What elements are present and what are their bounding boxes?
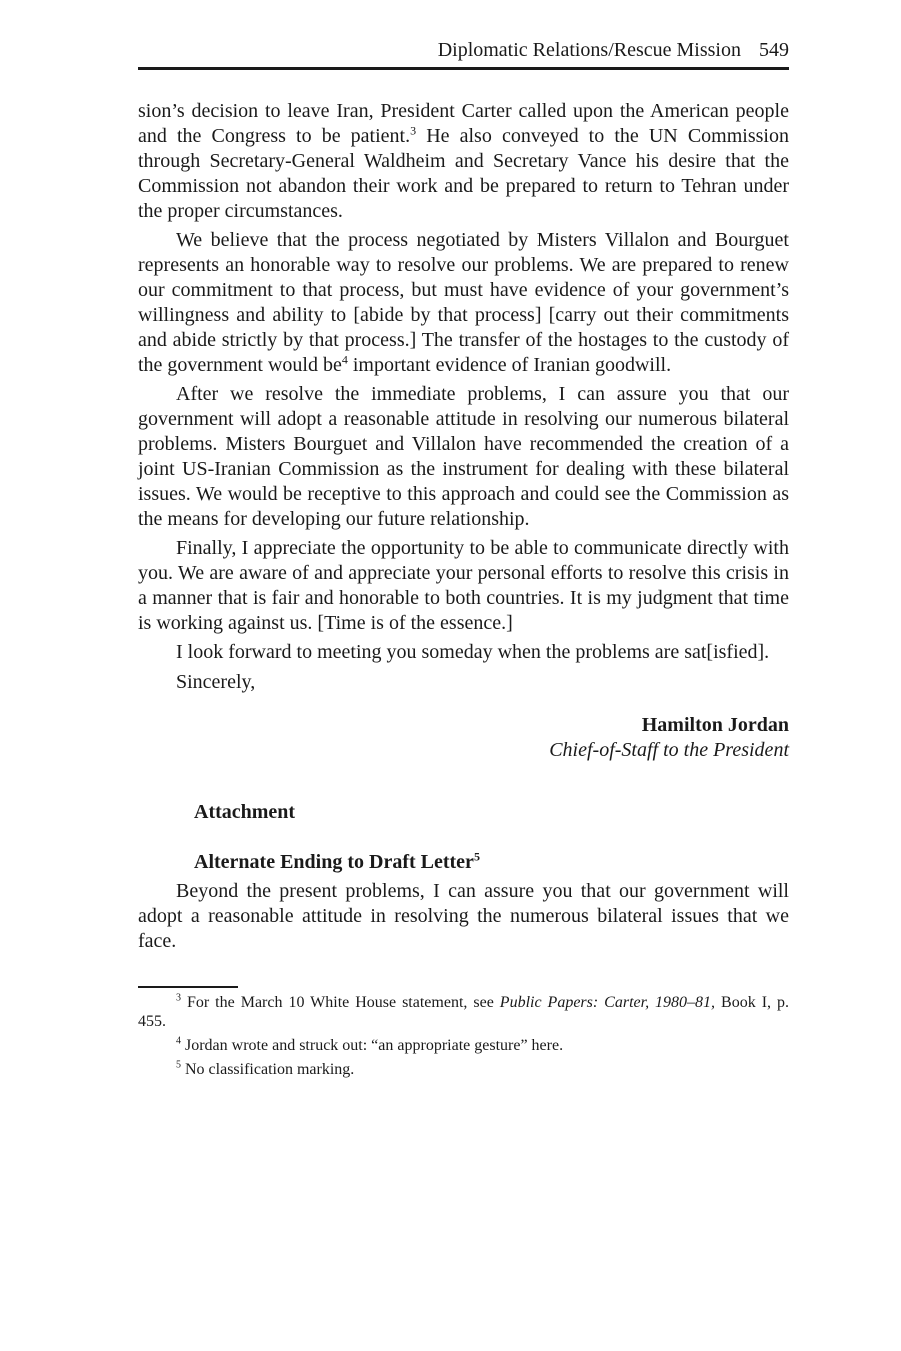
running-title: Diplomatic Relations/Rescue Mission bbox=[437, 39, 741, 61]
attachment-heading-text: Alternate Ending to Draft Letter bbox=[194, 850, 474, 873]
closing-salutation: Sincerely, bbox=[176, 670, 256, 693]
paragraph-2 bbox=[138, 228, 789, 377]
footnote-3-text-b: Book I, p. 455. bbox=[138, 993, 790, 1031]
footnote-5 bbox=[138, 1060, 789, 1080]
paragraph-4: Finally, I appreciate the opportunity to be able to communicate directly with you. We are aware of and appreciate your personal efforts to resolve this crisis in a manner that is fair and honorable to both countries. It is my judgment that time is working against us. [Time is of the essence.] bbox=[138, 537, 789, 634]
paragraph-1-text-a: sion’s decision to leave Iran, President Carter called upon the American people and the Congress to be patient. bbox=[138, 100, 789, 147]
attachment-label: Attachment bbox=[194, 800, 296, 823]
footnote-ref-4: 4 bbox=[341, 352, 348, 366]
footnote-3-citation: Public Papers: Carter, 1980–81, bbox=[499, 993, 716, 1011]
footnote-ref-5: 5 bbox=[473, 849, 480, 864]
signatory-title: Chief-of-Staff to the President bbox=[549, 738, 789, 761]
paragraph-3: After we resolve the immediate problems, I can assure you that our government will adopt a reasonable attitude in resolving our numerous bilateral problems. Misters Bourguet and Villalon have recommended the creation of a joint US-Iranian Commission as the instrument for dealing with these bilateral issues. We would be receptive to this approach and could see the Commission as the means for developing our future relationship. bbox=[138, 383, 789, 530]
signature-block bbox=[138, 713, 789, 763]
paragraph-2-text-a: We believe that the process negotiated by Misters Villalon and Bourguet represents an honorable way to resolve our problems. We are prepared to renew our commitment to that process, but must have evidence of your government’s willingness and ability to [abide by that process] [carry out their commitments and abide strictly by that process.] The transfer of the hostages to the custody of the government would be bbox=[138, 229, 789, 376]
footnote-3-number: 3 bbox=[176, 992, 181, 1004]
paragraph-1 bbox=[138, 99, 789, 224]
footnote-5-number: 5 bbox=[176, 1060, 181, 1072]
footnote-4 bbox=[138, 1036, 789, 1056]
letter-body bbox=[138, 99, 789, 1080]
page-number: 549 bbox=[759, 39, 789, 61]
footnote-4-text: Jordan wrote and struck out: “an appropriate gesture” here. bbox=[181, 1037, 564, 1055]
attachment-heading bbox=[194, 850, 789, 875]
paragraph-2-text-b: important evidence of Iranian goodwill. bbox=[347, 353, 672, 376]
footnote-3 bbox=[138, 993, 789, 1032]
paragraph-5: I look forward to meeting you someday when the problems are sat[isfied]. bbox=[176, 641, 770, 664]
running-header bbox=[138, 36, 789, 70]
footnote-ref-3: 3 bbox=[410, 123, 417, 138]
footnote-3-text-a: For the March 10 White House statement, see bbox=[181, 993, 500, 1011]
footnote-divider bbox=[138, 986, 238, 988]
signatory-name: Hamilton Jordan bbox=[641, 713, 789, 736]
alternate-ending-text: Beyond the present problems, I can assure you that our government will adopt a reasonable attitude in resolving the numerous bilateral issues that we face. bbox=[138, 880, 789, 953]
footnote-4-number: 4 bbox=[176, 1035, 181, 1047]
footnote-5-text: No classification marking. bbox=[181, 1061, 355, 1079]
paragraph-1-text-b: He also conveyed to the UN Commission through Secretary-General Waldheim and Secretary Vance his desire that the Commission not abandon their work and be prepared to return to Tehran under the proper circumstances. bbox=[138, 124, 789, 222]
